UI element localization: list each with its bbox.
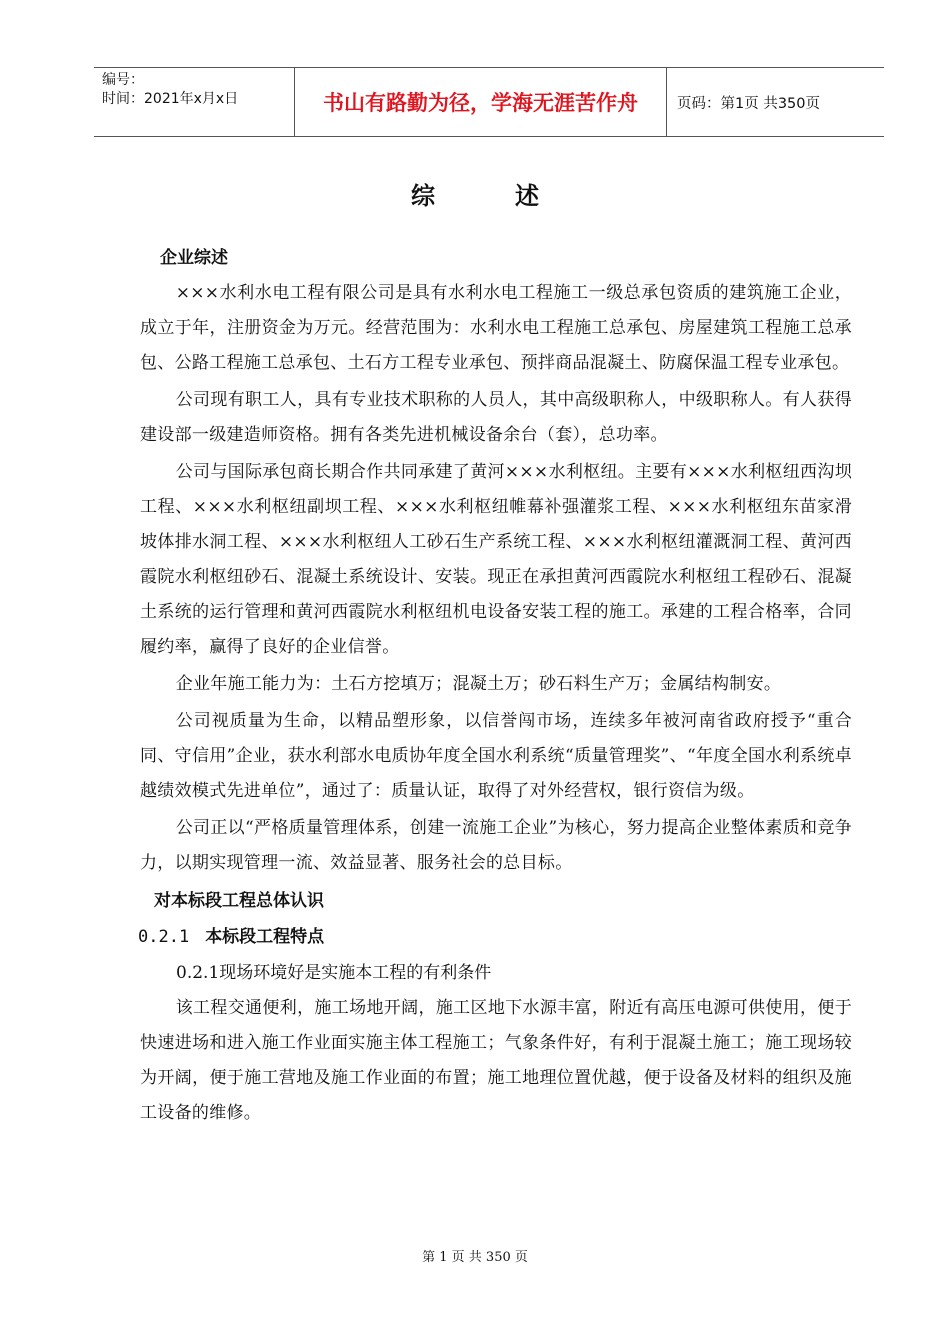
paragraph: 该工程交通便利，施工场地开阔，施工区地下水源丰富，附近有高压电源可供使用，便于快速进场和进入施工作业面实施主体工程施工；气象条件好，有利于混凝土施工；施工现场较为开阔，便于施工营地及施工作业面的布置；施工地理位置优越，便于设备及材料的组织及施工设备的维修。	[140, 998, 852, 1123]
page-footer: 第 1 页 共 350 页	[422, 1250, 528, 1265]
header-meta	[94, 68, 294, 136]
document-header	[94, 67, 884, 137]
header-motto: 书山有路勤为径，学海无涯苦作舟	[294, 68, 667, 136]
section-heading-company: 企业综述	[160, 248, 228, 268]
subsection-title: 本标段工程特点	[205, 927, 325, 947]
header-number-label: 编号：	[102, 72, 144, 88]
subsubsection-heading: 0.2.1现场环境好是实施本工程的有利条件	[176, 963, 492, 983]
paragraph: 公司与国际承包商长期合作共同承建了黄河×××水利枢纽。主要有×××水利枢纽西沟坝工程、×××水利枢纽副坝工程、×××水利枢纽帷幕补强灌浆工程、×××水利枢纽东苗家滑坡体排水洞工程、×××水利枢纽人工砂石生产系统工程、×××水利枢纽灌溉洞工程、黄河西霞院水利枢纽砂石、混凝土系统设计、安装。现正在承担黄河西霞院水利枢纽工程砂石、混凝土系统的运行管理和黄河西霞院水利枢纽机电设备安装工程的施工。承建的工程合格率，合同履约率，赢得了良好的企业信誉。	[140, 462, 852, 657]
header-page-code: 页码：第1页 共350页	[677, 95, 821, 112]
paragraph: ×××水利水电工程有限公司是具有水利水电工程施工一级总承包资质的建筑施工企业，成立于年，注册资金为万元。经营范围为：水利水电工程施工总承包、房屋建筑工程施工总承包、公路工程施工总承包、土石方工程专业承包、预拌商品混凝土、防腐保温工程专业承包。	[140, 283, 852, 373]
subsection-number: 0.2.1	[138, 927, 190, 947]
paragraph: 公司视质量为生命，以精品塑形象，以信誉闯市场，连续多年被河南省政府授予“重合同、守信用”企业，获水利部水电质协年度全国水利系统“质量管理奖”、“年度全国水利系统卓越绩效模式先进单位”，通过了：质量认证，取得了对外经营权，银行资信为级。	[140, 711, 852, 801]
subsection-heading	[138, 919, 852, 955]
section-heading-project: 对本标段工程总体认识	[154, 891, 324, 911]
paragraph: 公司正以“严格质量管理体系，创建一流施工企业”为核心，努力提高企业整体素质和竞争力，以期实现管理一流、效益显著、服务社会的总目标。	[140, 818, 852, 873]
document-body	[140, 240, 852, 1133]
paragraph: 公司现有职工人，具有专业技术职称的人员人，其中高级职称人，中级职称人。有人获得建设部一级建造师资格。拥有各类先进机械设备余台（套），总功率。	[140, 390, 852, 445]
document-title: 综述	[411, 182, 619, 210]
header-time-label: 时间：2021年x月x日	[102, 91, 239, 107]
paragraph: 企业年施工能力为：土石方挖填万；混凝土万；砂石料生产万；金属结构制安。	[175, 674, 782, 694]
